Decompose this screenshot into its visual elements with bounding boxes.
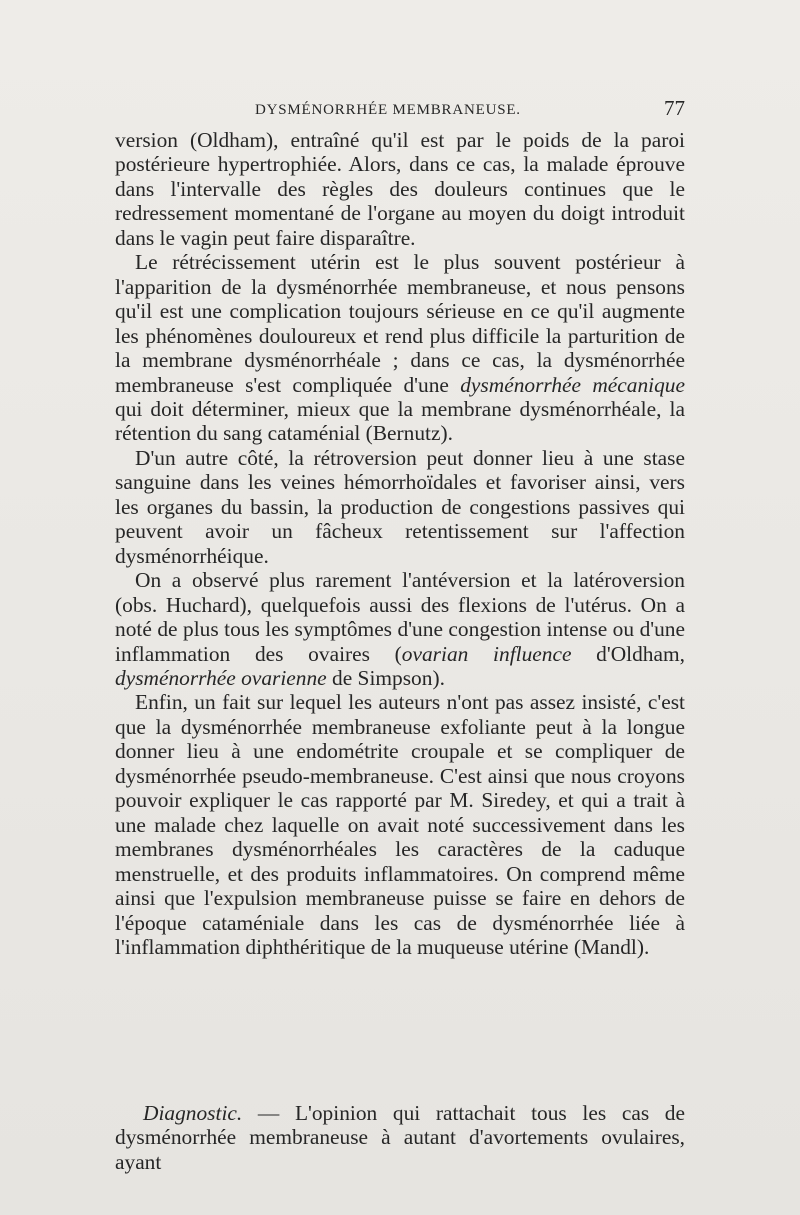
paragraph-text: Enfin, un fait sur lequel les auteurs n'ont pas assez insisté, c'est que la dysménorrhée membraneuse exfoliante peut à la longue donner lieu à une endométrite croupale et se compliquer de dysménorrhée pseudo-membraneuse. C'est ainsi que nous croyons pouvoir expliquer le cas rapporté par M. Siredey, et qui a trait à une malade chez laquelle on avait noté successivement dans les membranes dysménorrhéales les caractères de la caduque menstruelle, et des produits inflammatoires. On comprend même ainsi que l'expulsion membraneuse puisse se faire en dehors de l'époque cataméniale dans les cas de dysménorrhée liée à l'inflammation diphthéritique de la muqueuse utérine (Mandl). [115,690,685,959]
paragraph-diagnostic [115,1101,685,1174]
section-heading: Diagnostic. [143,1101,243,1125]
page-header [115,96,685,126]
body-text [115,128,685,959]
paragraph-anteversion [115,568,685,690]
paragraph-text: d'Oldham, [571,641,685,666]
running-title: DYSMÉNORRHÉE MEMBRANEUSE. [255,102,521,118]
paragraph-enfin [115,690,685,959]
paragraph-text: version (Oldham), entraîné qu'il est par le poids de la paroi postérieure hypertrophiée. Alors, dans ce cas, la malade éprouve dans l'intervalle des règles des douleurs continues que le redressement momentané de l'organe au moyen du doigt introduit dans le vagin peut faire disparaître. [115,128,685,250]
paragraph-retrecissement [115,250,685,446]
paragraph-text: Le rétrécissement utérin est le plus souvent postérieur à l'apparition de la dysménorrhée membraneuse, et nous pensons qu'il est une complication toujours sérieuse en ce qu'il augmente les phénomènes douloureux et rend plus difficile la parturition de la membrane dysménorrhéale ; dans ce cas, la dysménorrhée membraneuse s'est compliquée d'une [115,250,685,397]
italic-term: dysménorrhée ovarienne [115,665,327,690]
page-number: 77 [664,96,685,120]
paragraph-text: de Simpson). [326,665,445,690]
italic-term: ovarian influence [401,641,572,666]
paragraph-text: On a observé plus rarement l'antéversion et la latéroversion (obs. Huchard), quelquefois aussi des flexions de l'utérus. On a noté de plus tous les symptômes d'une congestion intense ou d'une inflammation des ovaires ( [115,568,685,666]
italic-term: dysménorrhée mécanique [460,372,686,397]
paragraph-continuation [115,128,685,250]
paragraph-text: qui doit déterminer, mieux que la membrane dysménorrhéale, la rétention du sang cataménial (Bernutz). [115,396,685,446]
paragraph-retroversion [115,446,685,568]
diagnostic-section [115,1101,685,1174]
paragraph-text: — L'opinion qui rattachait tous les cas de dysménorrhée membraneuse à autant d'avortements ovulaires, ayant [115,1101,685,1174]
paragraph-text: D'un autre côté, la rétroversion peut donner lieu à une stase sanguine dans les veines hémorrhoïdales et favoriser ainsi, vers les organes du bassin, la production de congestions passives qui peuvent avoir un fâcheux retentissement sur l'affection dysménorrhéique. [115,445,685,568]
